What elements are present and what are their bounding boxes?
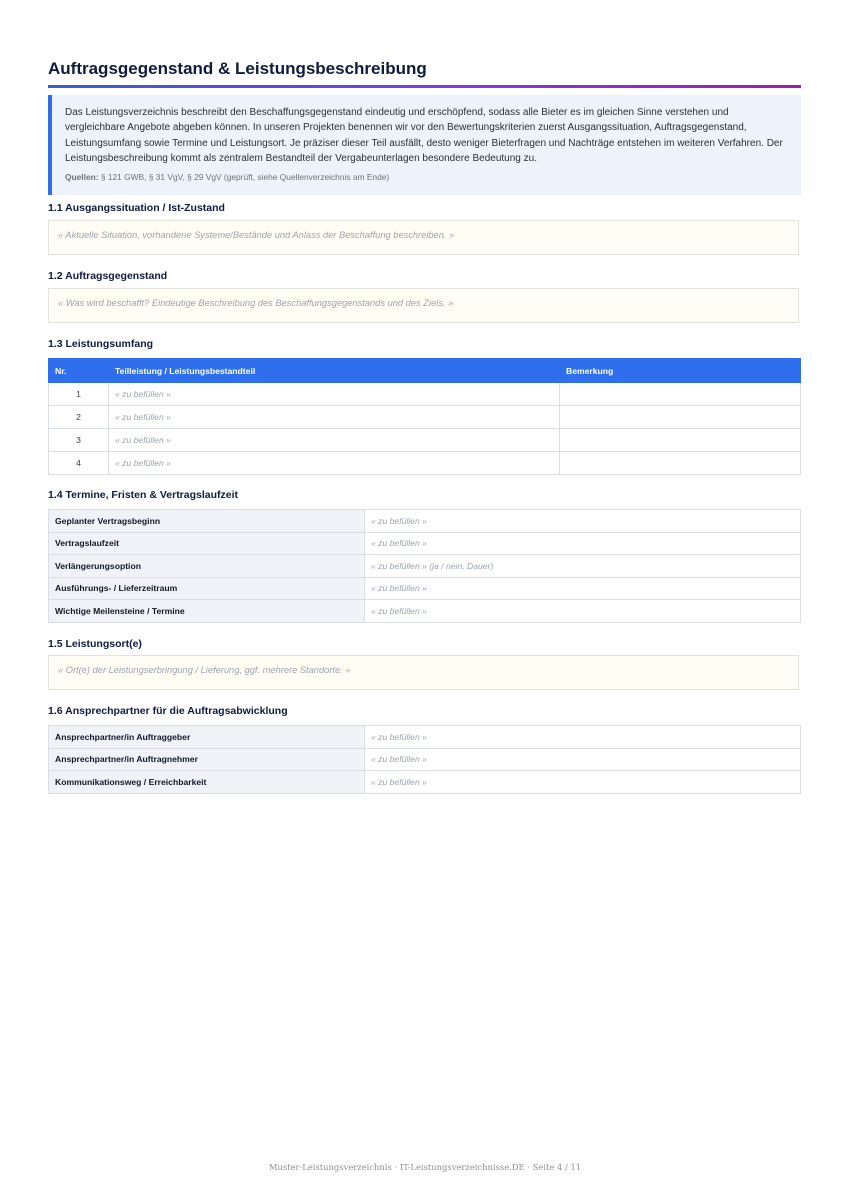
- termine-table: [48, 509, 801, 623]
- ausgangssituation-field[interactable]: « Aktuelle Situation, vorhandene Systeme/Bestände und Anlass der Beschaffung beschreiben. »: [48, 220, 799, 255]
- table-row: [49, 555, 801, 578]
- teilleistung-cell[interactable]: « zu befüllen »: [109, 406, 560, 429]
- field-label: Verlängerungsoption: [49, 555, 365, 578]
- row-number: 1: [49, 383, 109, 406]
- teilleistung-cell[interactable]: « zu befüllen »: [109, 452, 560, 475]
- column-header-nr: Nr.: [49, 359, 109, 383]
- field-label: Ansprechpartner/in Auftragnehmer: [49, 748, 365, 771]
- section-heading-1-6: 1.6 Ansprechpartner für die Auftragsabwicklung: [48, 705, 288, 717]
- field-value[interactable]: « zu befüllen »: [365, 771, 801, 794]
- field-value[interactable]: « zu befüllen »: [365, 510, 801, 533]
- document-page: [48, 0, 801, 787]
- table-row: [49, 452, 801, 475]
- sources-text: § 121 GWB, § 31 VgV, § 29 VgV (geprüft, siehe Quellenverzeichnis am Ende): [100, 171, 390, 182]
- field-value[interactable]: « zu befüllen »: [365, 600, 801, 623]
- table-row: [49, 532, 801, 555]
- field-label: Kommunikationsweg / Erreichbarkeit: [49, 771, 365, 794]
- column-header-bemerkung: Bemerkung: [560, 359, 801, 383]
- page-title: Auftragsgegenstand & Leistungsbeschreibung: [48, 59, 427, 78]
- intro-callout: [48, 95, 801, 195]
- row-number: 2: [49, 406, 109, 429]
- field-value[interactable]: « zu befüllen »: [365, 577, 801, 600]
- field-label: Vertragslaufzeit: [49, 532, 365, 555]
- table-row: [49, 600, 801, 623]
- section-heading-1-4: 1.4 Termine, Fristen & Vertragslaufzeit: [48, 489, 239, 501]
- field-label: Geplanter Vertragsbeginn: [49, 510, 365, 533]
- field-value[interactable]: « zu befüllen »: [365, 748, 801, 771]
- teilleistung-cell[interactable]: « zu befüllen »: [109, 383, 560, 406]
- leistungsort-field[interactable]: « Ort(e) der Leistungserbringung / Lieferung, ggf. mehrere Standorte. »: [48, 655, 799, 690]
- title-underline: [48, 85, 801, 88]
- bemerkung-cell[interactable]: [560, 429, 801, 452]
- section-heading-1-5: 1.5 Leistungsort(e): [48, 638, 142, 650]
- table-row: [49, 726, 801, 749]
- table-header-row: [49, 359, 801, 383]
- table-row: [49, 406, 801, 429]
- section-heading-1-1: 1.1 Ausgangssituation / Ist-Zustand: [48, 202, 225, 214]
- page-footer: Muster-Leistungsverzeichnis · IT-Leistungsverzeichnisse.DE · Seite 4 / 11: [268, 1162, 582, 1172]
- table-row: [49, 429, 801, 452]
- field-value[interactable]: « zu befüllen »: [365, 726, 801, 749]
- field-label: Wichtige Meilensteine / Termine: [49, 600, 365, 623]
- table-row: [49, 577, 801, 600]
- sources-label: Quellen:: [65, 171, 99, 182]
- field-label: Ansprechpartner/in Auftraggeber: [49, 726, 365, 749]
- field-label: Ausführungs- / Lieferzeitraum: [49, 577, 365, 600]
- leistungsumfang-table: [48, 358, 801, 475]
- field-value[interactable]: « zu befüllen » (ja / nein, Dauer): [365, 555, 801, 578]
- bemerkung-cell[interactable]: [560, 452, 801, 475]
- table-row: [49, 510, 801, 533]
- bemerkung-cell[interactable]: [560, 383, 801, 406]
- intro-text: Das Leistungsverzeichnis beschreibt den Beschaffungsgegenstand eindeutig und erschöpfend, sodass alle Bieter es im gleichen Sinne verstehen und vergleichbare Angebote abgeben können. In unseren Projekten benennen wir vor den Bewertungskriterien zuerst Ausgangssituation, Auftragsgegenstand, Leistungsumfang sowie Termine und Leistungsort. Je präziser dieser Teil ausfällt, desto weniger Bieterfragen und Nachträge entstehen im weiteren Verfahren. Der Leistungsbeschreibung kommt als zentralem Bestandteil der Vergabeunterlagen besondere Bedeutung zu.: [65, 107, 783, 165]
- ansprechpartner-table: [48, 725, 801, 794]
- table-row: [49, 771, 801, 794]
- bemerkung-cell[interactable]: [560, 406, 801, 429]
- section-heading-1-3: 1.3 Leistungsumfang: [48, 338, 154, 350]
- teilleistung-cell[interactable]: « zu befüllen »: [109, 429, 560, 452]
- section-heading-1-2: 1.2 Auftragsgegenstand: [48, 270, 168, 282]
- row-number: 3: [49, 429, 109, 452]
- table-row: [49, 383, 801, 406]
- column-header-teilleistung: Teilleistung / Leistungsbestandteil: [109, 359, 560, 383]
- row-number: 4: [49, 452, 109, 475]
- table-row: [49, 748, 801, 771]
- sources-line: [65, 172, 787, 182]
- auftragsgegenstand-field[interactable]: « Was wird beschafft? Eindeutige Beschreibung des Beschaffungsgegenstands und des Ziels. »: [48, 288, 799, 323]
- field-value[interactable]: « zu befüllen »: [365, 532, 801, 555]
